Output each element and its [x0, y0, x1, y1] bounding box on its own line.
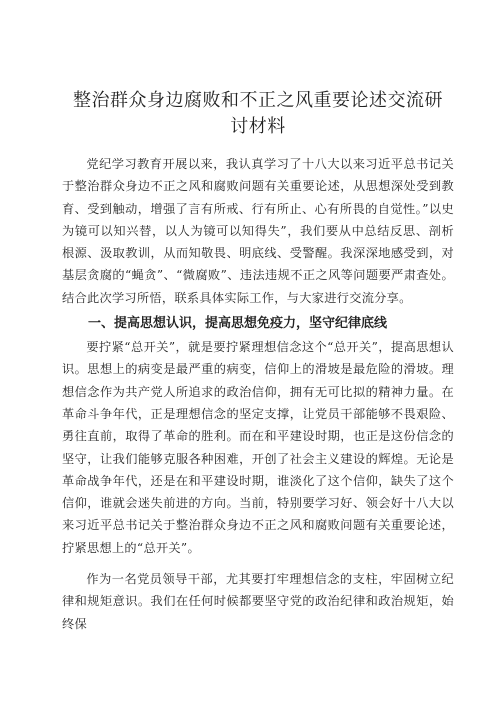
section-paragraph: 要拧紧“总开关”，就是要拧紧理想信念这个“总开关”，提高思想认识。思想上的病变是最严重的病变，信仰上的滑坡是最危险的滑坡。理想信念作为共产党人所追求的政治信仰，拥有无可比拟的精神力量。在革命斗争年代，正是理想信念的坚定支撑，让党员干部能够不畏艰险、勇往直前，取得了革命的胜利。而在和平建设时期，也正是这份信念的坚守，让我们能够克服各种困难，开创了社会主义建设的辉煌。无论是革命战争年代，还是在和平建设时期，谁淡化了这个信仰，缺失了这个信仰，谁就会迷失前进的方向。当前，特别要学习好、领会好十八大以来习近平总书记关于整治群众身边不正之风和腐败问题有关重要论述，拧紧思想上的“总开关”。 — [62, 340, 454, 555]
section-paragraph: 作为一名党员领导干部，尤其要打牢理想信念的支柱，牢固树立纪律和规矩意识。我们在任何时候都要坚守党的政治纪律和政治规矩，始终保 — [62, 572, 454, 631]
section-heading: 一、提高思想认识，提高思想免疫力，坚守纪律底线 — [88, 316, 388, 332]
document-title: 整治群众身边腐败和不正之风重要论述交流研讨材料 — [73, 90, 443, 137]
intro-paragraph: 党纪学习教育开展以来，我认真学习了十八大以来习近平总书记关于整治群众身边不正之风和腐败问题有关重要论述，从思想深处受到教育、受到触动，增强了言有所戒、行有所止、心有所畏的自觉性。”以史为镜可以知兴替，以人为镜可以知得失”，我们要从中总结反思、剖析根源、汲取教训，从而知敬畏、明底线、受警醒。我深深地感受到，对基层贪腐的“蝇贪”、“微腐败”、违法违规不正之风等问题要严肃查处。结合此次学习所悟，联系具体实际工作，与大家进行交流分享。 — [62, 157, 454, 305]
